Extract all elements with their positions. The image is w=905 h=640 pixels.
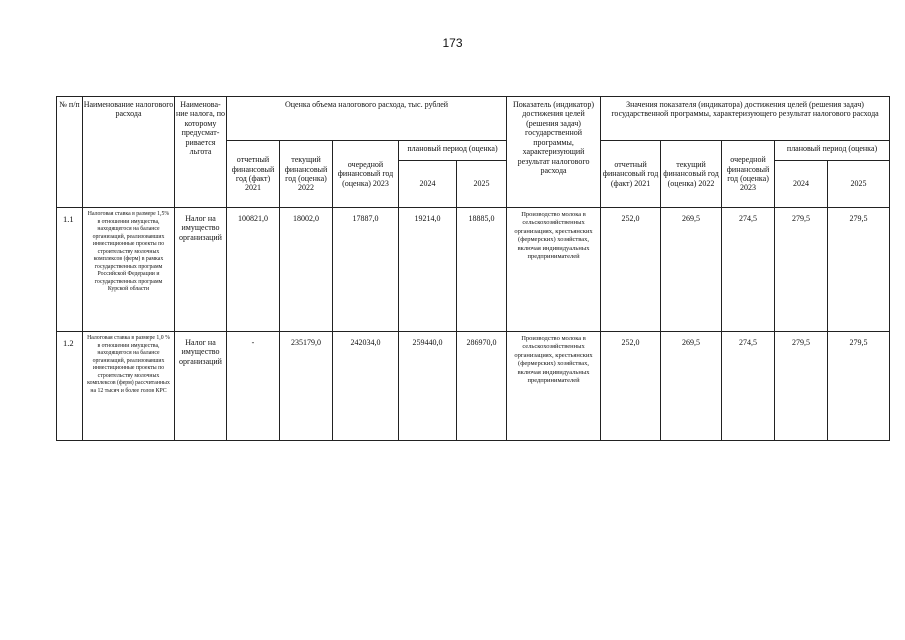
tax-expense-table (56, 96, 890, 441)
page-number: 173 (442, 36, 463, 50)
row-num: 1.1 (57, 208, 83, 332)
row-indicator: Производство молока в сельскохозяйственных организациях, крестьянских (фермерских) хозяйствах, включая индивидуальных предпринимателей (507, 332, 601, 441)
header-val-current-year: текущий финансовый год (оценка) 2022 (661, 141, 722, 208)
header-val-planning-period: плановый период (оценка) (775, 141, 890, 161)
row-est-2021: - (227, 332, 280, 441)
row-val-2024: 279,5 (775, 332, 828, 441)
row-indicator: Производство молока в сельскохозяйственных организациях, крестьянских (фермерских) хозяйствах, включая индивидуальных предпринимателей (507, 208, 601, 332)
row-est-2024: 19214,0 (399, 208, 457, 332)
table-row (57, 208, 890, 332)
row-val-2025: 279,5 (828, 332, 890, 441)
row-val-2022: 269,5 (661, 208, 722, 332)
header-val-reporting-year: отчетный финансовый год (факт) 2021 (601, 141, 661, 208)
header-est-2025: 2025 (457, 161, 507, 208)
header-num: № п/п (57, 97, 83, 208)
row-num: 1.2 (57, 332, 83, 441)
row-est-2021: 100821,0 (227, 208, 280, 332)
header-indicator: Показатель (индикатор) достижения целей (решения задач) государственной программы, характеризующий результат налогового расхода (507, 97, 601, 208)
row-tax: Налог на имущество организаций (175, 208, 227, 332)
row-val-2023: 274,5 (722, 332, 775, 441)
header-est-planning-period: плановый период (оценка) (399, 141, 507, 161)
header-tax-expense-name: Наименование налогового расхода (83, 97, 175, 208)
row-est-2025: 18885,0 (457, 208, 507, 332)
header-est-next-year: очередной финансовый год (оценка) 2023 (333, 141, 399, 208)
header-values-group: Значения показателя (индикатора) достижения целей (решения задач) государственной программы, характеризующего результат налогового расхода (601, 97, 890, 141)
row-val-2022: 269,5 (661, 332, 722, 441)
header-val-next-year: очередной финансовый год (оценка) 2023 (722, 141, 775, 208)
row-est-2023: 17887,0 (333, 208, 399, 332)
row-val-2021: 252,0 (601, 332, 661, 441)
row-est-2022: 18002,0 (280, 208, 333, 332)
row-tax: Налог на имущество организаций (175, 332, 227, 441)
row-val-2023: 274,5 (722, 208, 775, 332)
header-est-current-year: текущий финансовый год (оценка) 2022 (280, 141, 333, 208)
header-est-2024: 2024 (399, 161, 457, 208)
row-est-2024: 259440,0 (399, 332, 457, 441)
row-val-2021: 252,0 (601, 208, 661, 332)
row-val-2024: 279,5 (775, 208, 828, 332)
header-est-reporting-year: отчетный финансовый год (факт) 2021 (227, 141, 280, 208)
row-est-2022: 235179,0 (280, 332, 333, 441)
header-tax-name: Наименова-ние налога, по которому предусмат-ривается льгота (175, 97, 227, 208)
row-est-2023: 242034,0 (333, 332, 399, 441)
row-description: Налоговая ставка в размере 1,5% в отношении имущества, находящегося на балансе организаций, реализовавших инвестиционные проекты по строительству молочных комплексов (ферм) в рамках государственных программ Российской Федерации и государственных программ Курской области (83, 208, 175, 332)
header-estimate-group: Оценка объема налогового расхода, тыс. рублей (227, 97, 507, 141)
header-val-2024: 2024 (775, 161, 828, 208)
row-est-2025: 286970,0 (457, 332, 507, 441)
table-row (57, 332, 890, 441)
row-val-2025: 279,5 (828, 208, 890, 332)
row-description: Налоговая ставка в размере 1,0 % в отношении имущества, находящегося на балансе организаций, реализовавших инвестиционные проекты по строительству молочных комплексов (ферм) рассчитанных на 12 тысяч и более голов КРС (83, 332, 175, 441)
header-val-2025: 2025 (828, 161, 890, 208)
